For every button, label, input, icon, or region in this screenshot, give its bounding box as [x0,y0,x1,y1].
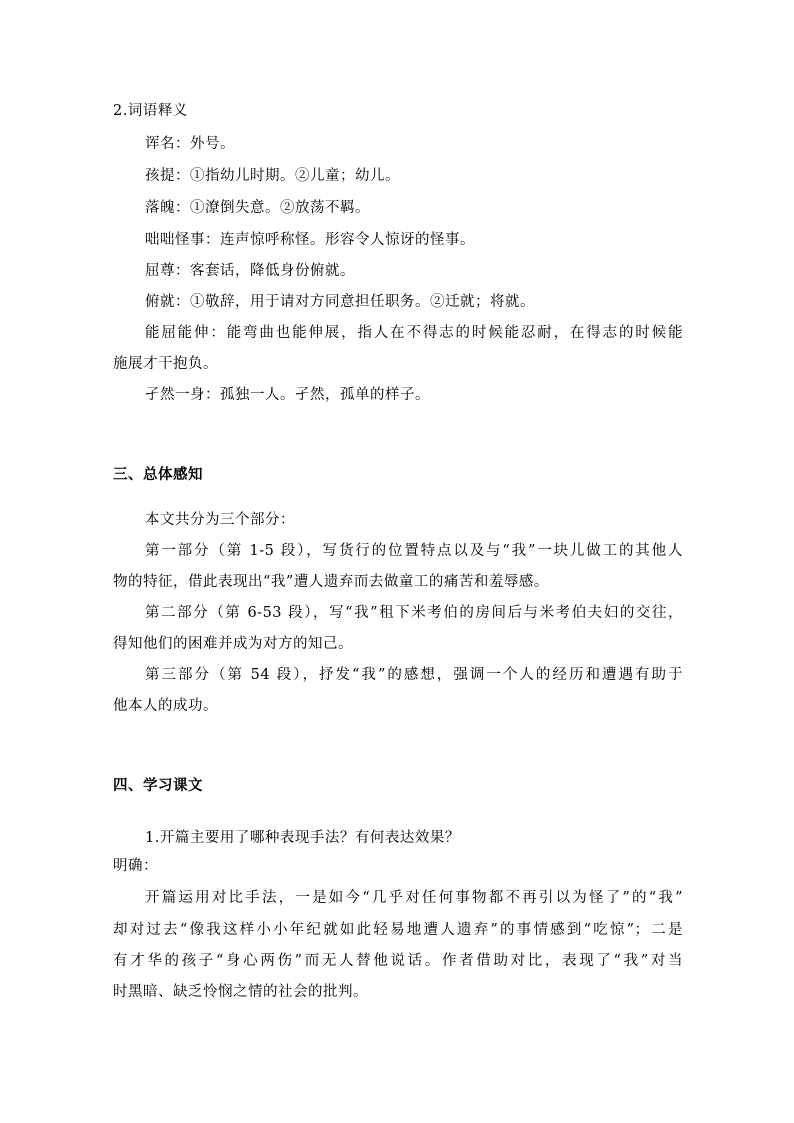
term-definition: 屈尊：客套话，降低身份俯就。 [145,263,355,279]
term-definition: 俯就：①敬辞，用于请对方同意担任职务。②迁就；将就。 [145,294,535,310]
term-definition: 能屈能伸：能弯曲也能伸展，指人在不得志的时候能忍耐，在得志的时候能 [145,325,683,341]
answer-line: 却对过去“像我这样小小年纪就如此轻易地遭人遗弃”的事情感到“吃惊”；二是 [113,922,683,938]
section-4-title: 四、学习课文 [113,777,203,794]
term-definition-continued: 施展才干抱负。 [113,356,218,372]
paragraph-line: 第一部分（第 1-5 段），写货行的位置特点以及与“我”一块儿做工的其他人 [145,543,683,559]
paragraph-line: 第三部分（第 54 段），抒发“我”的感想，强调一个人的经历和遭遇有助于 [145,667,683,683]
answer-label: 明确： [113,858,158,874]
paragraph-line: 得知他们的困难并成为对方的知己。 [113,636,353,652]
term-definition: 咄咄怪事：连声惊呼称怪。形容令人惊讶的怪事。 [145,232,475,248]
answer-line: 时黑暗、缺乏怜悯之情的社会的批判。 [113,984,368,1000]
paragraph-line: 物的特征，借此表现出“我”遭人遗弃而去做童工的痛苦和羞辱感。 [113,574,549,590]
section-3-title: 三、总体感知 [113,466,203,483]
question: 1.开篇主要用了哪种表现手法？有何表达效果？ [145,830,460,846]
paragraph-line: 他本人的成功。 [113,698,218,714]
term-definition: 落魄：①潦倒失意。②放荡不羁。 [145,200,370,216]
paragraph-line: 本文共分为三个部分： [145,512,295,528]
paragraph-line: 第二部分（第 6-53 段），写“我”租下米考伯的房间后与米考伯夫妇的交往， [145,605,683,621]
section-2-title: 2.词语释义 [113,103,188,119]
answer-line: 有才华的孩子“身心两伤”而无人替他说话。作者借助对比，表现了“我”对当 [113,953,683,969]
term-definition: 孩提：①指幼儿时期。②儿童；幼儿。 [145,168,400,184]
answer-line: 开篇运用对比手法，一是如今“几乎对任何事物都不再引以为怪了”的“我” [145,890,683,906]
term-definition: 孑然一身：孤独一人。孑然，孤单的样子。 [145,387,430,403]
term-definition: 诨名：外号。 [145,136,235,152]
